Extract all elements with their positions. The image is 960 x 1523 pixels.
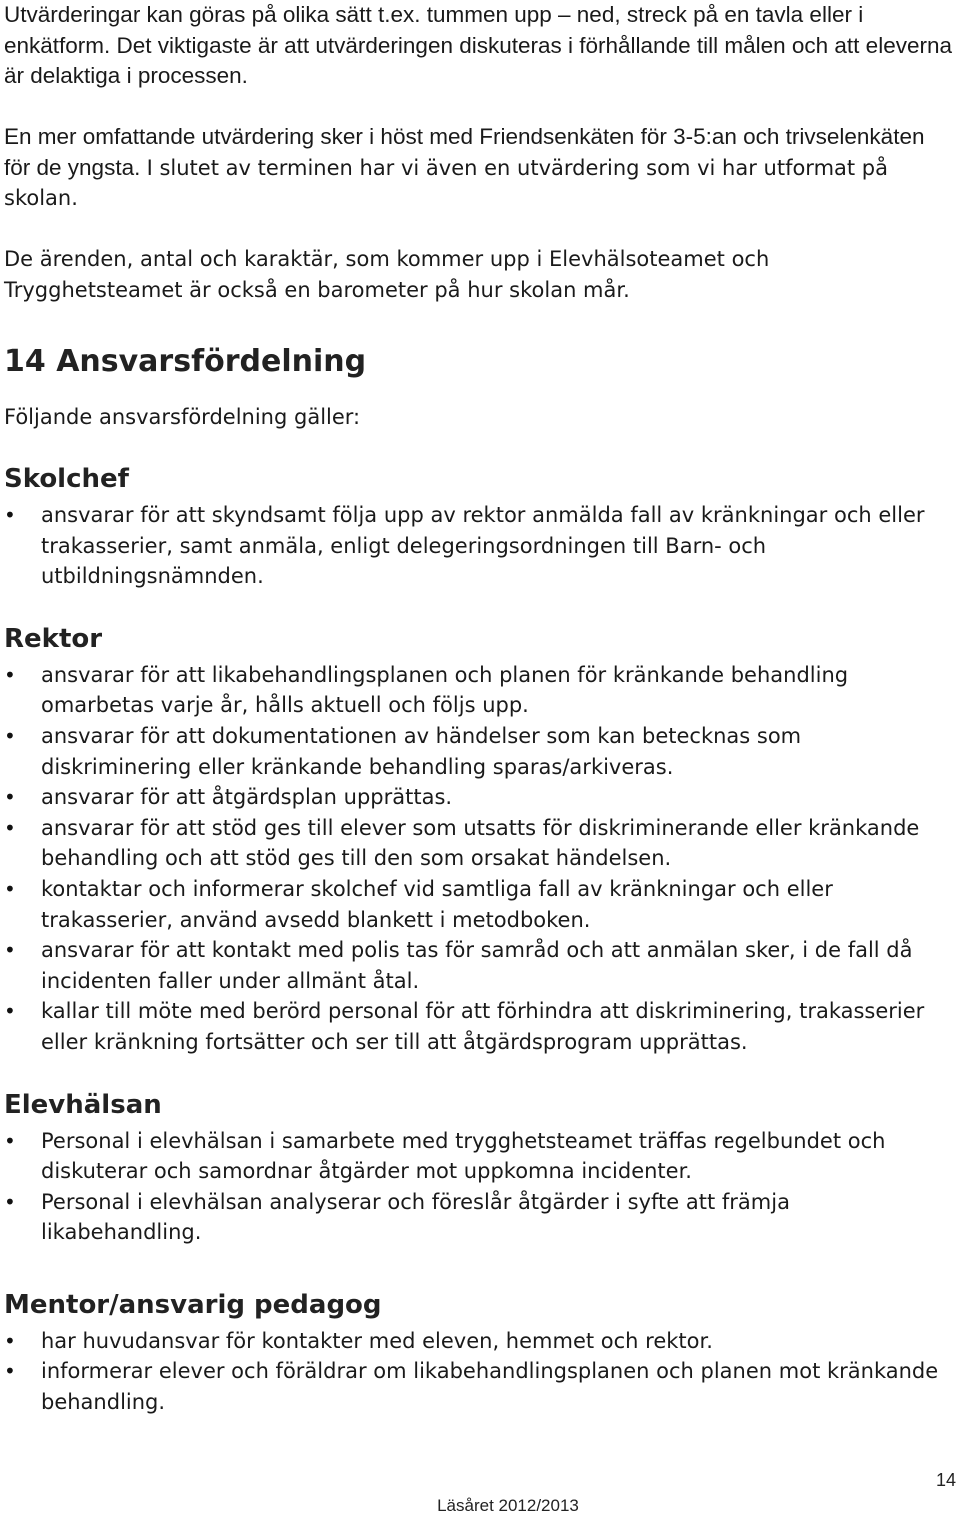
list-item	[4, 1187, 954, 1248]
role-list-rektor	[4, 660, 954, 1058]
role-list-skolchef	[4, 500, 954, 592]
list-item	[4, 1326, 954, 1357]
paragraph-evaluation-methods	[4, 0, 954, 92]
paragraph-text: Utvärderingar kan göras på olika sätt t.ex. tummen upp – ned, streck på en tavla eller i enkätform. Det viktigaste är att utvärderingen diskuteras i förhållande till målen och att eleverna är delaktiga i processen.	[4, 2, 952, 88]
bullet-icon: •	[4, 815, 16, 840]
paragraph-text: De ärenden, antal och karaktär, som kommer upp i Elevhälsoteamet och Trygghetsteamet är också en barometer på hur skolan mår.	[4, 247, 770, 302]
footer-school-year: Läsåret 2012/2013	[437, 1496, 579, 1515]
bullet-icon: •	[4, 876, 16, 901]
role-list-mentor	[4, 1326, 954, 1418]
bullet-icon: •	[4, 938, 16, 963]
list-item	[4, 782, 954, 813]
page-footer	[0, 1496, 960, 1516]
list-item	[4, 1126, 954, 1187]
bullet-icon: •	[4, 1359, 16, 1384]
paragraph-text: En mer omfattande utvärdering sker i höst med Friendsenkäten för 3-5:an och trivselenkäten för de yngsta.	[4, 124, 925, 180]
bullet-icon: •	[4, 503, 16, 527]
role-heading-skolchef: Skolchef	[4, 464, 129, 494]
bullet-icon: •	[4, 999, 16, 1024]
list-item-text: har huvudansvar för kontakter med eleven, hemmet och rektor.	[41, 1328, 713, 1353]
list-item-text: Personal i elevhälsan analyserar och föreslår åtgärder i syfte att främja likabehandling.	[41, 1189, 790, 1245]
list-item	[4, 874, 954, 935]
role-heading-rektor: Rektor	[4, 623, 103, 654]
page-number: 14	[935, 1470, 956, 1490]
paragraph-extended-evaluation	[4, 122, 954, 214]
role-heading-mentor: Mentor/ansvarig pedagog	[4, 1289, 382, 1320]
bullet-icon: •	[4, 723, 16, 748]
bullet-icon: •	[4, 1189, 16, 1214]
list-item-text: Personal i elevhälsan i samarbete med trygghetsteamet träffas regelbundet och diskuterar och samordnar åtgärder mot uppkomna incidenter.	[41, 1128, 886, 1184]
bullet-icon: •	[4, 785, 16, 810]
list-item-text: kallar till möte med berörd personal för att förhindra att diskriminering, trakasserier eller kränkning fortsätter och ser till att åtgärdsprogram upprättas.	[41, 999, 925, 1054]
paragraph-text: I slutet av terminen har vi även en utvärdering som vi har utformat på skolan.	[4, 155, 889, 210]
list-item-text: ansvarar för att stöd ges till elever som utsatts för diskriminerande eller kränkande behandling och att stöd ges till den som orsakat händelsen.	[41, 815, 920, 871]
bullet-icon: •	[4, 1328, 16, 1353]
list-item-text: ansvarar för att likabehandlingsplanen och planen för kränkande behandling omarbetas varje år, hålls aktuell och följs upp.	[41, 662, 849, 718]
list-item	[4, 935, 954, 996]
list-item-text: kontaktar och informerar skolchef vid samtliga fall av kränkningar och eller trakasserier, använd avsedd blankett i metodboken.	[41, 876, 833, 932]
section-intro: Följande ansvarsfördelning gäller:	[4, 405, 361, 429]
list-item	[4, 660, 954, 721]
list-item	[4, 721, 954, 782]
list-item-text: ansvarar för att dokumentationen av händelser som kan betecknas som diskriminering eller kränkande behandling sparas/arkiveras.	[41, 723, 802, 779]
list-item-text: informerar elever och föräldrar om likabehandlingsplanen och planen mot kränkande behandling.	[41, 1359, 939, 1415]
list-item	[4, 813, 954, 874]
paragraph-barometer	[4, 244, 954, 305]
page-content	[4, 0, 954, 1418]
section-heading: 14 Ansvarsfördelning	[4, 344, 367, 379]
role-heading-elevhalsan: Elevhälsan	[4, 1089, 162, 1120]
bullet-icon: •	[4, 662, 16, 687]
list-item	[4, 996, 954, 1057]
list-item-text: ansvarar för att åtgärdsplan upprättas.	[41, 785, 453, 810]
list-item-text: ansvarar för att skyndsamt följa upp av rektor anmälda fall av kränkningar och eller trakasserier, samt anmäla, enligt delegeringsordningen till Barn- och utbildningsnämnden.	[41, 503, 925, 589]
list-item	[4, 500, 954, 592]
list-item	[4, 1356, 954, 1417]
list-item-text: ansvarar för att kontakt med polis tas för samråd och att anmälan sker, i de fall då incidenten faller under allmänt åtal.	[41, 938, 913, 993]
bullet-icon: •	[4, 1128, 16, 1153]
role-list-elevhalsan	[4, 1126, 954, 1248]
